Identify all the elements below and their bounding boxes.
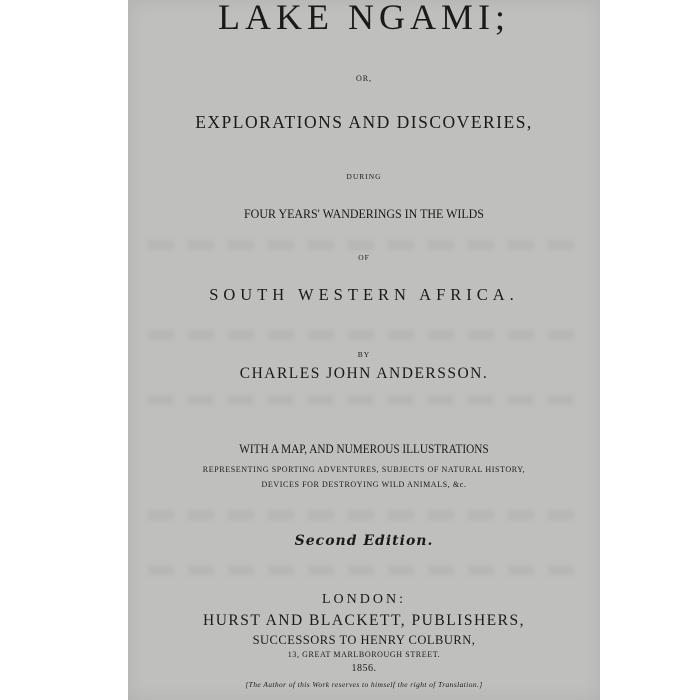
of-connector: OF bbox=[358, 253, 370, 262]
publication-year: 1856. bbox=[351, 663, 377, 674]
book-subtitle: EXPLORATIONS AND DISCOVERIES, bbox=[195, 112, 533, 132]
title-page bbox=[128, 0, 600, 700]
show-through-text bbox=[148, 510, 580, 520]
by-connector: BY bbox=[357, 350, 371, 359]
illustrations-detail-2: DEVICES FOR DESTROYING WILD ANIMALS, &c. bbox=[261, 480, 467, 489]
publisher-successors: SUCCESSORS TO HENRY COLBURN, bbox=[252, 633, 476, 647]
illustrations-detail-1: REPRESENTING SPORTING ADVENTURES, SUBJECTS OF NATURAL HISTORY, bbox=[202, 465, 526, 474]
show-through-text bbox=[148, 330, 580, 340]
publication-city: LONDON: bbox=[322, 592, 406, 607]
region-line: SOUTH WESTERN AFRICA. bbox=[209, 285, 519, 304]
during-connector: DURING bbox=[346, 172, 382, 181]
show-through-text bbox=[148, 240, 580, 250]
book-title: LAKE NGAMI; bbox=[218, 0, 510, 37]
author-name: CHARLES JOHN ANDERSSON. bbox=[239, 365, 489, 382]
wanderings-line: FOUR YEARS' WANDERINGS IN THE WILDS bbox=[244, 206, 484, 221]
illustrations-note: WITH A MAP, AND NUMEROUS ILLUSTRATIONS bbox=[239, 442, 489, 456]
translation-rights-note: [The Author of this Work reserves to himself the right of Translation.] bbox=[245, 680, 483, 689]
publisher-address: 13, GREAT MARLBOROUGH STREET. bbox=[287, 650, 441, 659]
show-through-text bbox=[148, 395, 580, 405]
edition-label: Second Edition. bbox=[294, 533, 434, 549]
or-connector: OR, bbox=[355, 74, 373, 83]
show-through-text bbox=[148, 565, 580, 575]
publisher-name: HURST AND BLACKETT, PUBLISHERS, bbox=[203, 612, 525, 629]
